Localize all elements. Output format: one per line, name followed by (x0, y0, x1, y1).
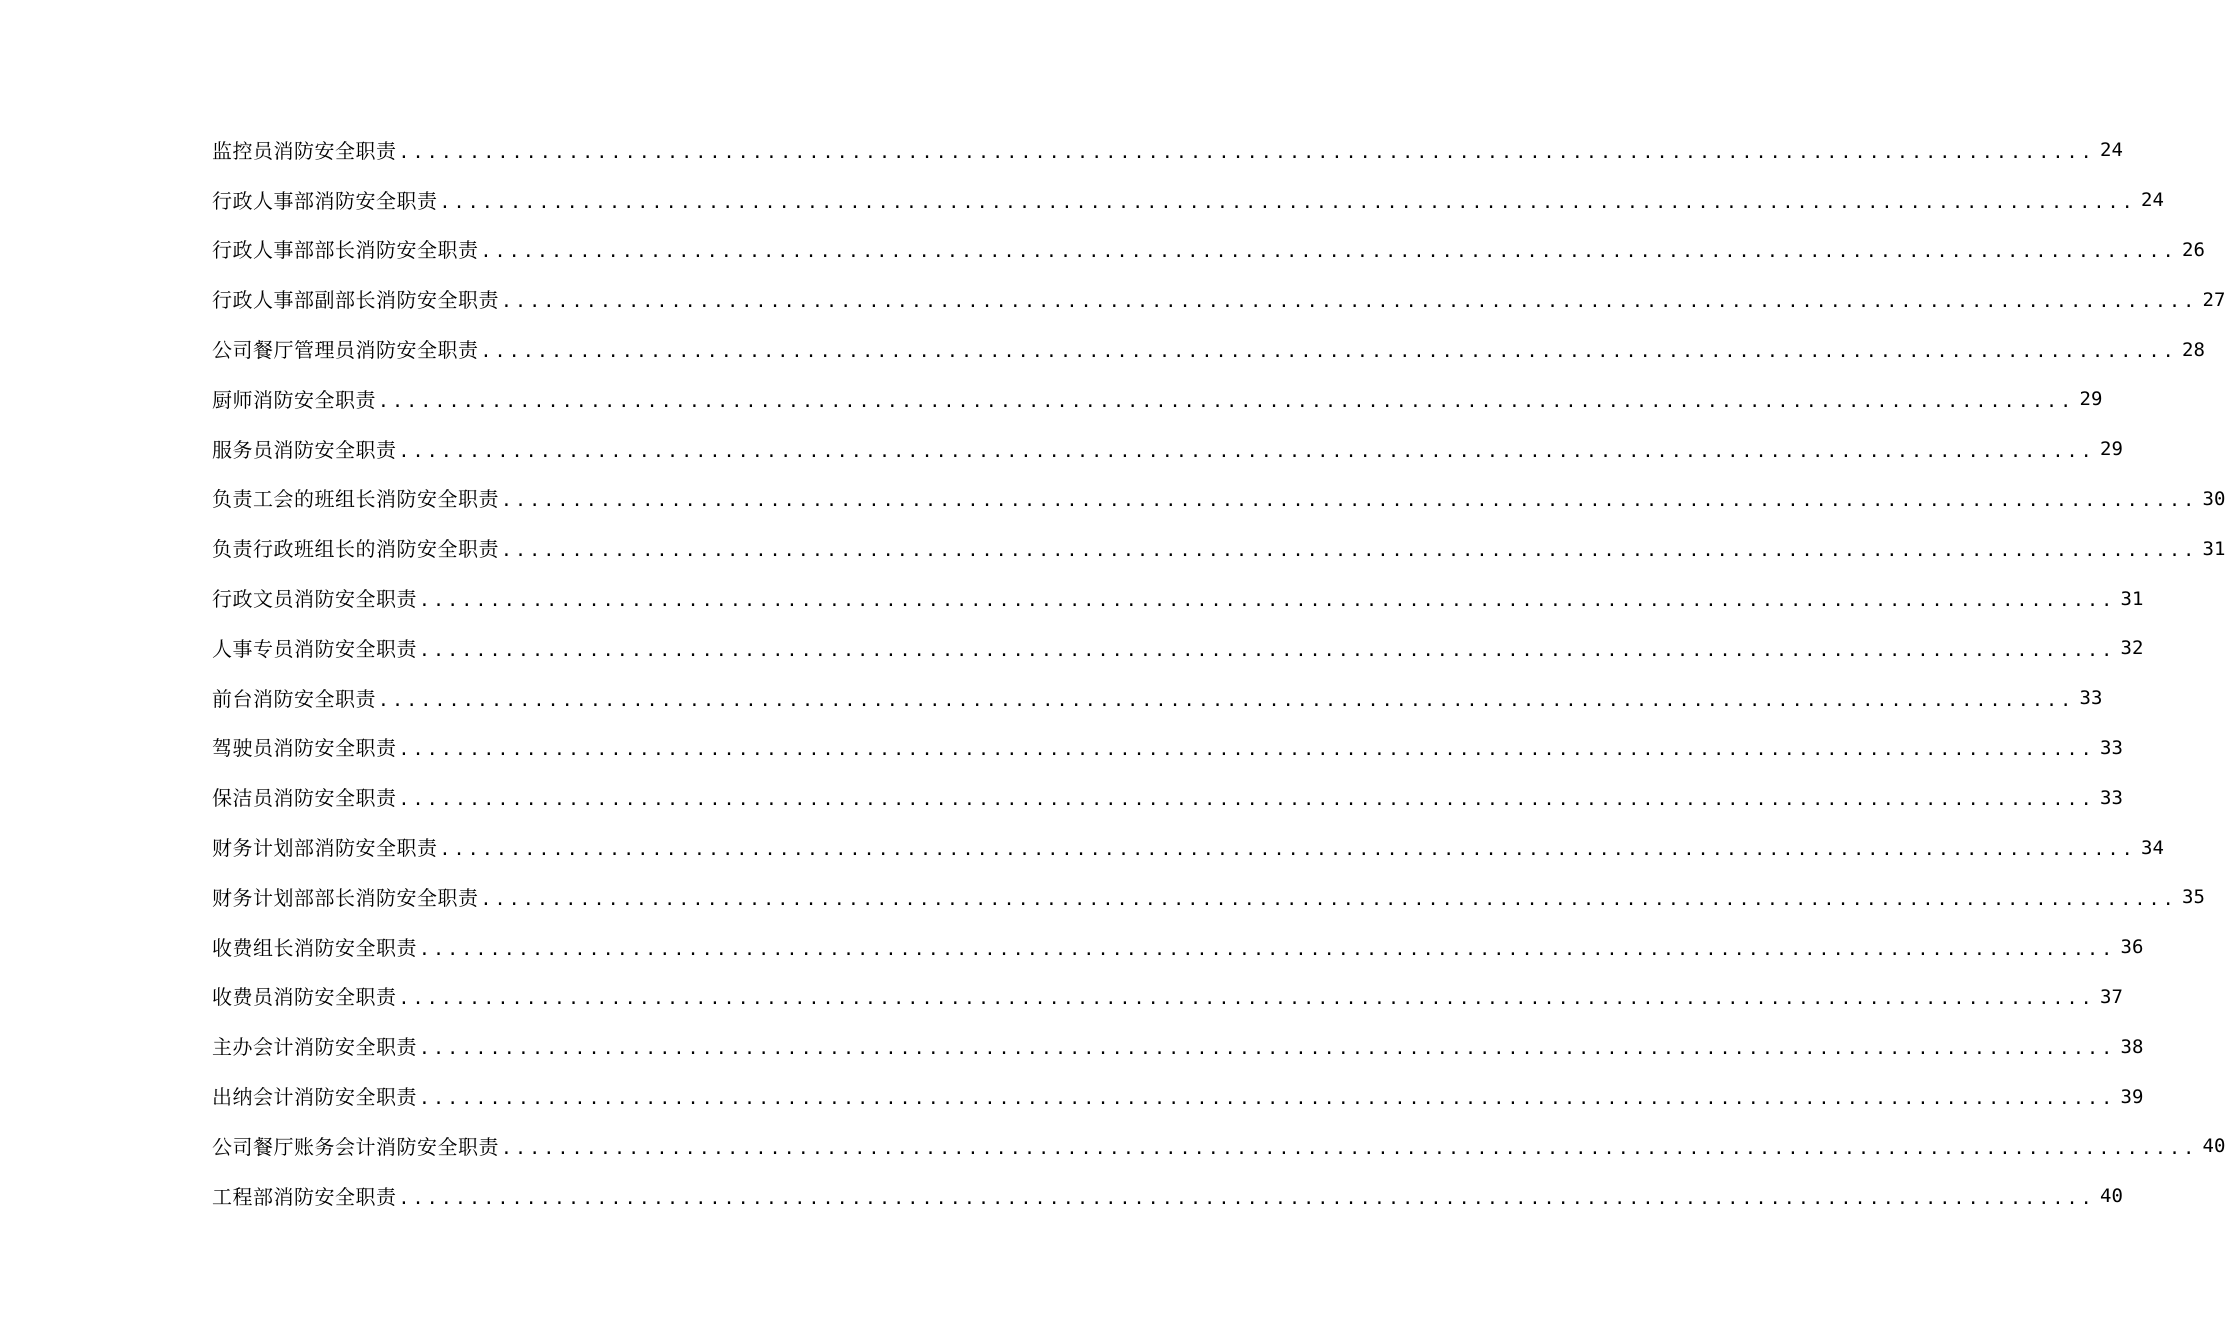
toc-entry-page: 40 (2100, 1185, 2123, 1208)
toc-entry[interactable] (212, 724, 2123, 774)
toc-leader-dots: ........................................................................................................................ (398, 739, 2095, 761)
toc-entry[interactable] (212, 375, 2103, 425)
toc-entry[interactable] (212, 425, 2123, 475)
toc-entry[interactable] (212, 1072, 2144, 1122)
toc-entry[interactable] (212, 226, 2205, 276)
toc-leader-dots: ........................................................................................................................ (480, 888, 2177, 910)
toc-entry[interactable] (212, 275, 2225, 325)
toc-entry-title: 主办会计消防安全职责 (212, 1035, 417, 1060)
toc-entry-title: 行政文员消防安全职责 (212, 587, 417, 612)
toc-entry[interactable] (212, 325, 2205, 375)
toc-entry[interactable] (212, 1172, 2123, 1222)
toc-entry[interactable] (212, 574, 2144, 624)
toc-entry-title: 财务计划部消防安全职责 (212, 836, 438, 861)
toc-entry-title: 收费组长消防安全职责 (212, 935, 417, 960)
toc-entry-page: 31 (2202, 537, 2225, 560)
toc-entry-title: 负责工会的班组长消防安全职责 (212, 487, 499, 512)
toc-leader-dots: ........................................................................................................................ (398, 988, 2095, 1010)
toc-entry-title: 驾驶员消防安全职责 (212, 736, 397, 761)
toc-entry-title: 人事专员消防安全职责 (212, 636, 417, 661)
toc-entry[interactable] (212, 674, 2103, 724)
toc-leader-dots: ........................................................................................................................ (398, 440, 2095, 462)
toc-entry-page: 26 (2182, 238, 2205, 261)
toc-entry-title: 行政人事部部长消防安全职责 (212, 238, 479, 263)
toc-leader-dots: ........................................................................................................................ (419, 1038, 2116, 1060)
toc-entry-title: 公司餐厅管理员消防安全职责 (212, 338, 479, 363)
toc-leader-dots: ........................................................................................................................ (439, 191, 2136, 213)
toc-entry-page: 33 (2100, 736, 2123, 759)
toc-entry[interactable] (212, 1122, 2225, 1172)
toc-entry-page: 39 (2120, 1085, 2144, 1108)
toc-entry-title: 公司餐厅账务会计消防安全职责 (212, 1134, 499, 1159)
toc-entry-page: 24 (2141, 189, 2164, 212)
toc-entry-title: 服务员消防安全职责 (212, 437, 397, 462)
toc-leader-dots: ........................................................................................................................ (501, 490, 2198, 512)
toc-leader-dots: ........................................................................................................................ (501, 291, 2198, 313)
toc-leader-dots: ........................................................................................................................ (501, 1137, 2198, 1159)
toc-entry[interactable] (212, 823, 2164, 873)
toc-entry-title: 收费员消防安全职责 (212, 985, 397, 1010)
toc-entry-page: 38 (2120, 1035, 2144, 1058)
toc-entry-page: 29 (2100, 438, 2123, 461)
toc-entry-page: 33 (2100, 786, 2123, 809)
toc-leader-dots: ........................................................................................................................ (480, 341, 2177, 363)
toc-entry-title: 行政人事部消防安全职责 (212, 188, 438, 213)
toc-entry[interactable] (212, 176, 2164, 226)
toc-leader-dots: ........................................................................................................................ (398, 789, 2095, 811)
toc-entry-page: 27 (2202, 288, 2225, 311)
toc-entry[interactable] (212, 973, 2123, 1023)
toc-leader-dots: ........................................................................................................................ (419, 1088, 2116, 1110)
toc-leader-dots: ........................................................................................................................ (378, 390, 2075, 412)
toc-entry-page: 24 (2100, 139, 2123, 162)
toc-entry-title: 保洁员消防安全职责 (212, 786, 397, 811)
toc-leader-dots: ........................................................................................................................ (419, 938, 2116, 960)
toc-entry-title: 工程部消防安全职责 (212, 1184, 397, 1209)
toc-leader-dots: ........................................................................................................................ (480, 241, 2177, 263)
toc-leader-dots: ........................................................................................................................ (398, 1187, 2095, 1209)
toc-entry[interactable] (212, 475, 2225, 525)
toc-leader-dots: ........................................................................................................................ (501, 540, 2198, 562)
toc-entry-title: 行政人事部副部长消防安全职责 (212, 288, 499, 313)
toc-entry[interactable] (212, 126, 2123, 176)
toc-entry[interactable] (212, 524, 2225, 574)
toc-entry[interactable] (212, 773, 2123, 823)
toc-entry-title: 厨师消防安全职责 (212, 387, 376, 412)
toc-entry-page: 32 (2120, 637, 2144, 660)
toc-leader-dots: ........................................................................................................................ (419, 590, 2116, 612)
toc-entry[interactable] (212, 873, 2205, 923)
toc-entry-page: 40 (2202, 1135, 2225, 1158)
toc-entry-page: 34 (2141, 836, 2164, 859)
toc-entry-page: 30 (2202, 487, 2225, 510)
toc-entry-page: 28 (2182, 338, 2205, 361)
toc-entry-page: 33 (2079, 687, 2103, 710)
toc-entry-title: 负责行政班组长的消防安全职责 (212, 537, 499, 562)
toc-entry-title: 出纳会计消防安全职责 (212, 1085, 417, 1110)
toc-entry-title: 前台消防安全职责 (212, 686, 376, 711)
toc-entry-title: 监控员消防安全职责 (212, 138, 397, 163)
toc-leader-dots: ........................................................................................................................ (439, 839, 2136, 861)
toc-entry-page: 35 (2182, 886, 2205, 909)
toc-leader-dots: ........................................................................................................................ (398, 141, 2095, 163)
toc-entry-page: 36 (2120, 936, 2144, 959)
toc-leader-dots: ........................................................................................................................ (378, 689, 2075, 711)
toc-entry-page: 31 (2120, 587, 2144, 610)
toc-entry-page: 37 (2100, 985, 2123, 1008)
toc-entry[interactable] (212, 923, 2144, 973)
toc-entry-page: 29 (2079, 388, 2103, 411)
toc-entry[interactable] (212, 624, 2144, 674)
table-of-contents (212, 126, 2225, 1222)
toc-entry-title: 财务计划部部长消防安全职责 (212, 885, 479, 910)
toc-leader-dots: ........................................................................................................................ (419, 639, 2116, 661)
toc-entry[interactable] (212, 1022, 2144, 1072)
